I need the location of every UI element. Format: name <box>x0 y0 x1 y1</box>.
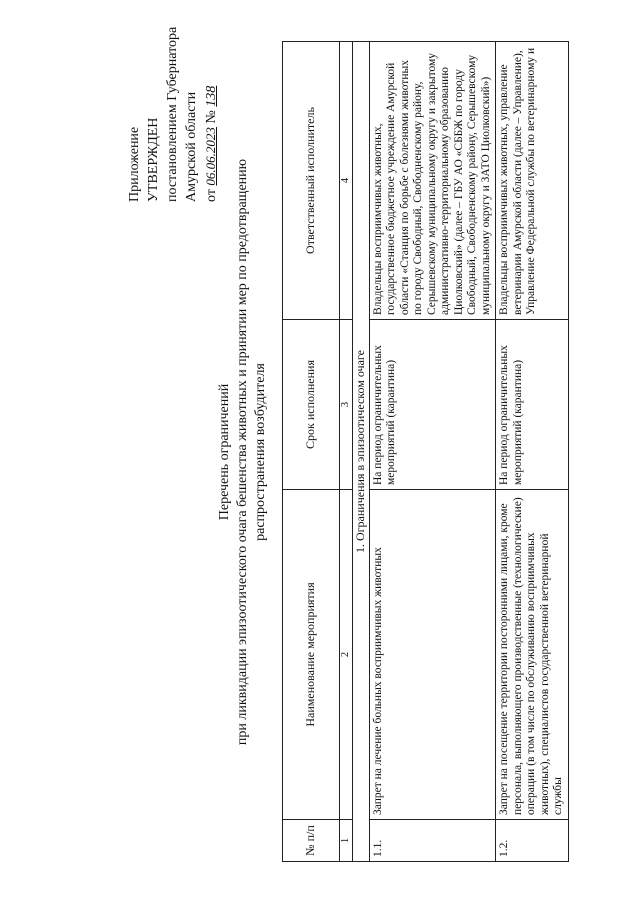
region-label: Амурской области <box>184 91 199 202</box>
row-measure: Запрет на посещение территории посторонними лицами, кроме персонала, выполняющего производственные (технологические) операции (в том числе по обслуживанию восприимчивых животных), специалистов государственной ветеринарной службы <box>496 490 569 820</box>
header-executor: Ответственный исполнитель <box>283 42 340 320</box>
appendix-label: Приложение <box>127 126 142 202</box>
column-number: 4 <box>340 42 353 320</box>
table-header-row <box>283 42 340 862</box>
handwritten-date: 06.06.2023 <box>203 127 218 186</box>
document-title <box>216 22 270 882</box>
table-row <box>496 42 569 862</box>
row-executor: Владельцы восприимчивых животных, государственное бюджетное учреждение Амурской области «Станция по борьбе с болезнями животных по городу Свободный, Свободненскому району, Серышевскому муниципальному округу и закрытому административно-территориальному образованию Циолковский» (далее – ГБУ АО «СББЖ по городу Свободный, Свободненскому району, Серышевскому муниципальному округу и ЗАТО Циолковский») <box>369 42 496 320</box>
row-measure: Запрет на лечение больных восприимчивых животных <box>369 490 496 820</box>
table-row <box>369 42 496 862</box>
column-number: 3 <box>340 320 353 490</box>
title-line-3: распространения возбудителя <box>253 363 268 541</box>
row-number: 1.2. <box>496 820 569 862</box>
date-prefix: от <box>204 189 219 202</box>
handwritten-number: 138 <box>204 85 219 107</box>
section-row <box>353 42 370 862</box>
row-term: На период ограничительных мероприятий (карантина) <box>369 320 496 490</box>
title-line-1: Перечень ограничений <box>217 383 232 521</box>
row-term: На период ограничительных мероприятий (карантина) <box>496 320 569 490</box>
document-page <box>20 22 620 882</box>
row-number: 1.1. <box>369 820 496 862</box>
row-executor: Владельцы восприимчивых животных, управление ветеринарии Амурской области (далее – Управление), Управление Федеральной службы по ветеринарному и <box>496 42 569 320</box>
approval-stamp <box>125 0 221 202</box>
header-number: № п/п <box>283 820 340 862</box>
approved-label: УТВЕРЖДЕН <box>146 117 161 202</box>
column-number: 1 <box>340 820 353 862</box>
approved-by-label: постановлением Губернатора <box>165 26 180 202</box>
header-term: Срок исполнения <box>283 320 340 490</box>
column-number: 2 <box>340 490 353 820</box>
column-number-row <box>340 42 353 862</box>
title-line-2: при ликвидации эпизоотического очага бешенства животных и принятии мер по предотвращению <box>235 158 250 746</box>
header-measure: Наименование мероприятия <box>283 490 340 820</box>
section-title: 1. Ограничения в эпизоотическом очаге <box>353 42 370 862</box>
number-prefix: № <box>204 110 219 124</box>
restrictions-table <box>282 41 569 862</box>
